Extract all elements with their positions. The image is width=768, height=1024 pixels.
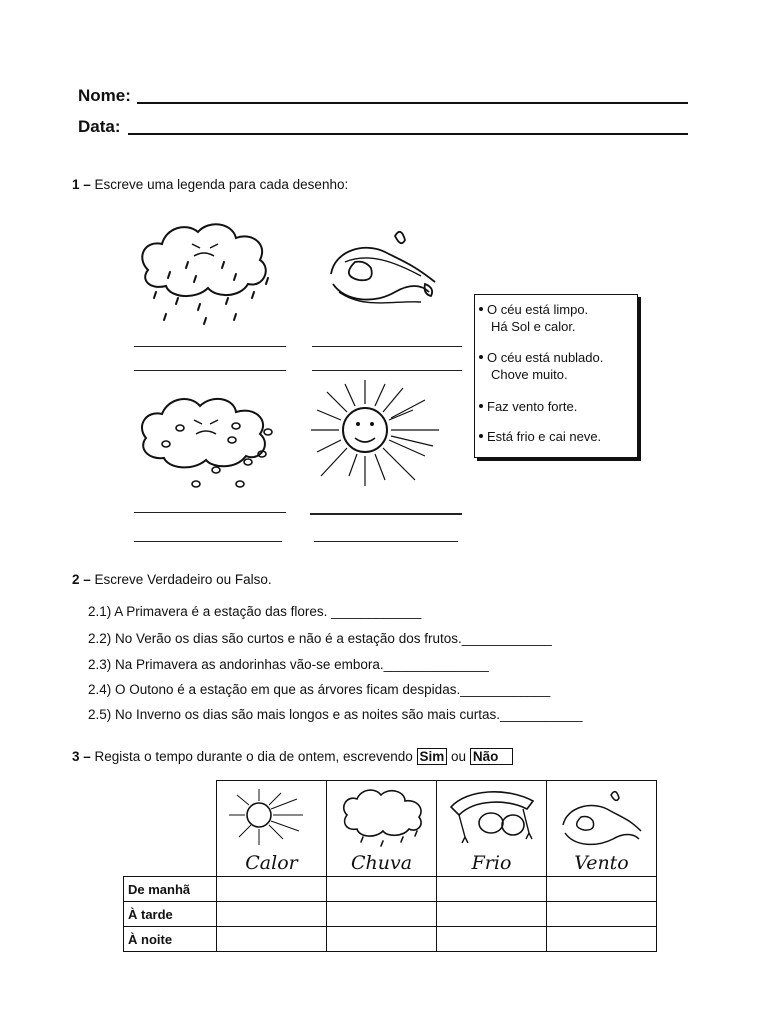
caption-line-3a[interactable]: [134, 512, 286, 513]
table-corner: [124, 781, 217, 877]
caption-line-1b[interactable]: [134, 370, 286, 371]
answer-cell[interactable]: [217, 927, 327, 952]
question-1-text: Escreve uma legenda para cada desenho:: [94, 177, 349, 192]
bullet-icon: [479, 434, 483, 438]
question-3-number: 3 –: [72, 749, 91, 764]
name-field[interactable]: [137, 102, 688, 104]
column-header-hot: [217, 781, 327, 877]
question-2-item-2[interactable]: 2.2) No Verão os dias são curtos e não é a estação dos frutos.____________: [88, 631, 552, 646]
rain-cloud-drawing: [136, 218, 286, 333]
bullet-icon: [479, 355, 483, 359]
column-header-wind: [547, 781, 657, 877]
answer-cell[interactable]: [547, 902, 657, 927]
answer-cell[interactable]: [437, 927, 547, 952]
question-1-number: 1 –: [72, 177, 91, 192]
date-label: Data:: [78, 117, 121, 136]
wind-icon: [557, 787, 647, 847]
weather-table: [123, 780, 657, 952]
legend-2-line1: O céu está nublado.: [487, 350, 604, 365]
wind-drawing: [325, 222, 445, 312]
question-2-number: 2 –: [72, 572, 91, 587]
question-2-item-5[interactable]: 2.5) No Inverno os dias são mais longos e as noites são mais curtas.___________: [88, 707, 583, 722]
question-2-item-1[interactable]: 2.1) A Primavera é a estação das flores. ____________: [88, 604, 422, 619]
legend-4-line1: Está frio e cai neve.: [487, 429, 602, 444]
snow-cloud-drawing: [136, 392, 286, 497]
caption-line-3b[interactable]: [134, 541, 282, 542]
answer-cell[interactable]: [217, 902, 327, 927]
question-2: [72, 572, 272, 587]
answer-cell[interactable]: [437, 877, 547, 902]
column-label-rain: Chuva: [350, 852, 413, 874]
question-1: [72, 177, 348, 192]
answer-cell[interactable]: [547, 927, 657, 952]
answer-cell[interactable]: [217, 877, 327, 902]
row-label-morning: De manhã: [124, 877, 217, 902]
legend-1-line1: O céu está limpo.: [487, 302, 589, 317]
question-2-item-4[interactable]: 2.4) O Outono é a estação em que as árvores ficam despidas.____________: [88, 682, 551, 697]
caption-line-2b[interactable]: [312, 370, 462, 371]
column-header-cold: [437, 781, 547, 877]
column-label-wind: Vento: [574, 852, 629, 874]
rain-cloud-icon: [339, 787, 429, 847]
sun-drawing: [305, 376, 445, 496]
column-label-hot: Calor: [245, 852, 298, 874]
question-2-text: Escreve Verdadeiro ou Falso.: [94, 572, 272, 587]
name-label: Nome:: [78, 86, 131, 105]
legend-1-line2: Há Sol e calor.: [491, 319, 576, 334]
question-3-text: Regista o tempo durante o dia de ontem, escrevendo: [94, 749, 413, 764]
row-label-night: À noite: [124, 927, 217, 952]
answer-cell[interactable]: [547, 877, 657, 902]
bullet-icon: [479, 404, 483, 408]
caption-line-2a[interactable]: [312, 346, 462, 347]
row-label-afternoon: À tarde: [124, 902, 217, 927]
yes-box: Sim: [417, 748, 448, 765]
answer-cell[interactable]: [327, 927, 437, 952]
scarf-gloves-icon: [447, 785, 537, 849]
question-2-item-3[interactable]: 2.3) Na Primavera as andorinhas vão-se embora.______________: [88, 657, 489, 672]
answer-cell[interactable]: [437, 902, 547, 927]
legend-3-line1: Faz vento forte.: [487, 399, 578, 414]
date-field[interactable]: [128, 133, 688, 135]
sun-icon: [223, 787, 319, 847]
answer-cell[interactable]: [327, 902, 437, 927]
caption-line-1a[interactable]: [134, 346, 286, 347]
column-header-rain: [327, 781, 437, 877]
caption-line-4a[interactable]: [310, 513, 462, 515]
no-box: Não: [470, 748, 514, 765]
column-label-cold: Frio: [471, 852, 512, 874]
or-text: ou: [451, 749, 467, 764]
question-3: [72, 749, 513, 764]
answer-cell[interactable]: [327, 877, 437, 902]
legend-box: [474, 294, 638, 458]
legend-2-line2: Chove muito.: [491, 367, 568, 382]
bullet-icon: [479, 307, 483, 311]
caption-line-4b[interactable]: [314, 541, 458, 542]
